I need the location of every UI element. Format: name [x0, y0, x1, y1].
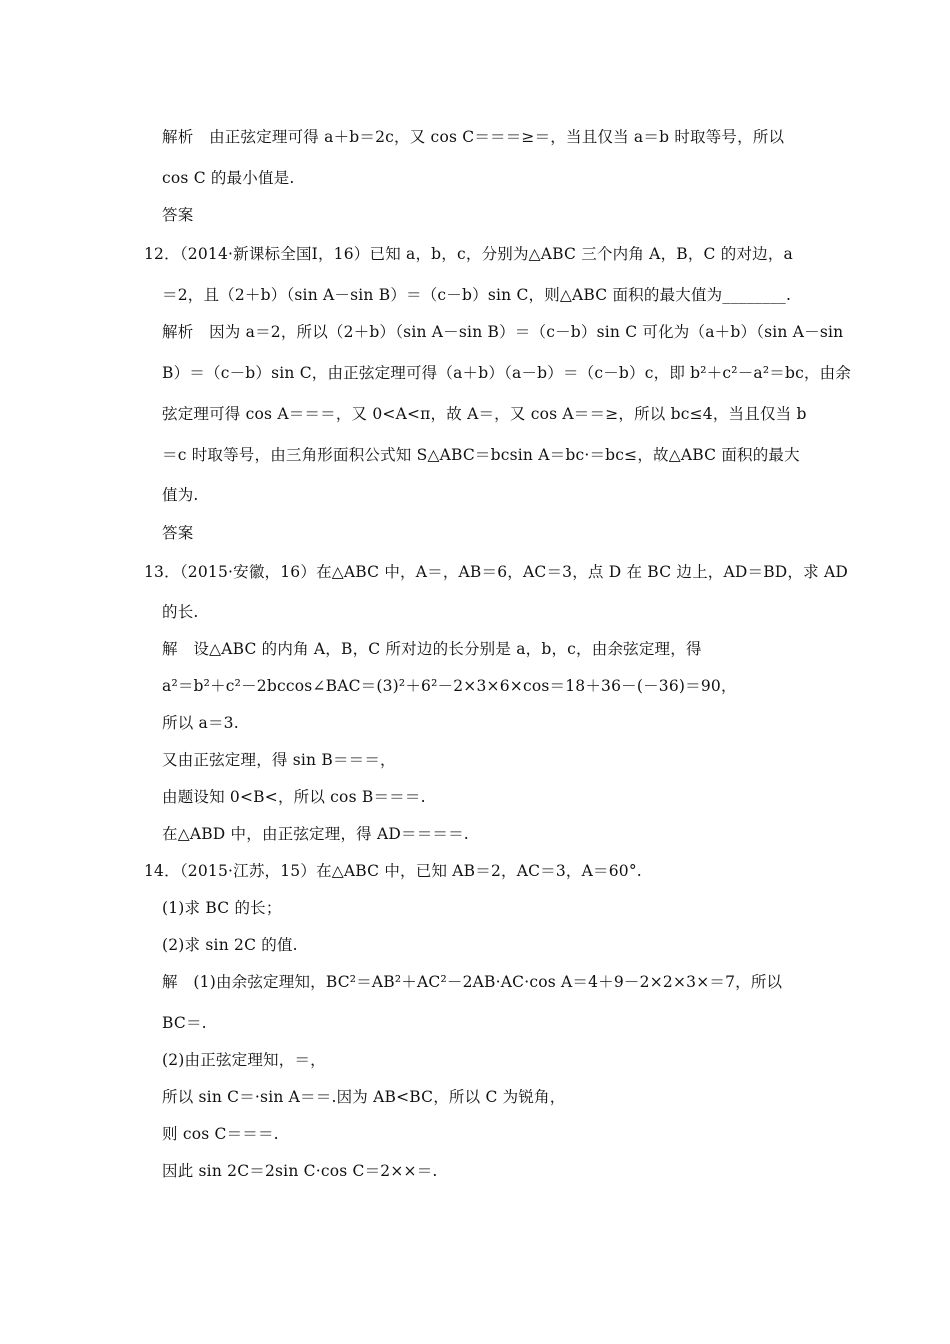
text-line: 又由正弦定理，得 sin B＝＝＝， — [162, 751, 396, 769]
text-line: 因此 sin 2C＝2sin C·cos C＝2××＝. — [162, 1162, 438, 1180]
text-line: 值为. — [162, 486, 199, 504]
question-14: 14．（2015·江苏，15）在△ABC 中，已知 AB＝2，AC＝3，A＝60°. — [144, 862, 642, 880]
answer-label: 答案 — [162, 524, 194, 542]
text-line: ＝c 时取等号，由三角形面积公式知 S△ABC＝bcsin A＝bc·＝bc≤，故△ABC 面积的最大 — [162, 446, 800, 464]
text-line: 解析 因为 a＝2，所以（2＋b）（sin A－sin B）＝（c－b）sin C 可化为（a＋b）（sin A－sin — [162, 323, 844, 341]
text-line: 解析 由正弦定理可得 a＋b＝2c，又 cos C＝＝＝≥＝，当且仅当 a＝b 时取等号，所以 — [162, 128, 785, 146]
text-line: 解 (1)由余弦定理知，BC²＝AB²＋AC²－2AB·AC·cos A＝4＋9－2×2×3×＝7，所以 — [162, 973, 783, 991]
text-line: (2)求 sin 2C 的值. — [162, 936, 298, 954]
question-13: 13．（2015·安徽，16）在△ABC 中，A＝，AB＝6，AC＝3，点 D 在 BC 边上，AD＝BD，求 AD — [144, 563, 848, 581]
text-line: B）＝（c－b）sin C，由正弦定理可得（a＋b）（a－b）＝（c－b）c，即 b²＋c²－a²＝bc，由余 — [162, 364, 852, 382]
text-line: 则 cos C＝＝＝. — [162, 1125, 279, 1143]
text-line: ＝2，且（2＋b）（sin A－sin B）＝（c－b）sin C，则△ABC 面积的最大值为________. — [162, 286, 792, 304]
text-line: 所以 a＝3. — [162, 714, 239, 732]
text-line: 由题设知 0<B<，所以 cos B＝＝＝. — [162, 788, 426, 806]
text-line: (2)由正弦定理知，＝， — [162, 1051, 326, 1069]
text-line: 弦定理可得 cos A＝＝＝，又 0<A<π，故 A＝，又 cos A＝＝≥，所以 bc≤4，当且仅当 b — [162, 405, 807, 423]
answer-label: 答案 — [162, 206, 194, 224]
text-line: 的长. — [162, 603, 199, 621]
question-12: 12．（2014·新课标全国Ⅰ，16）已知 a，b，c，分别为△ABC 三个内角 A，B，C 的对边，a — [144, 245, 793, 263]
text-line: 所以 sin C＝·sin A＝＝.因为 AB<BC，所以 C 为锐角， — [162, 1088, 566, 1106]
text-line: a²＝b²＋c²－2bccos∠BAC＝(3)²＋6²－2×3×6×cos＝18＋36－(－36)＝90， — [162, 677, 737, 695]
text-line: 解 设△ABC 的内角 A，B，C 所对边的长分别是 a，b，c，由余弦定理，得 — [162, 640, 702, 658]
text-line: (1)求 BC 的长； — [162, 899, 282, 917]
text-line: 在△ABD 中，由正弦定理，得 AD＝＝＝＝. — [162, 825, 469, 843]
text-line: cos C 的最小值是. — [162, 169, 295, 187]
text-line: BC＝. — [162, 1014, 207, 1032]
